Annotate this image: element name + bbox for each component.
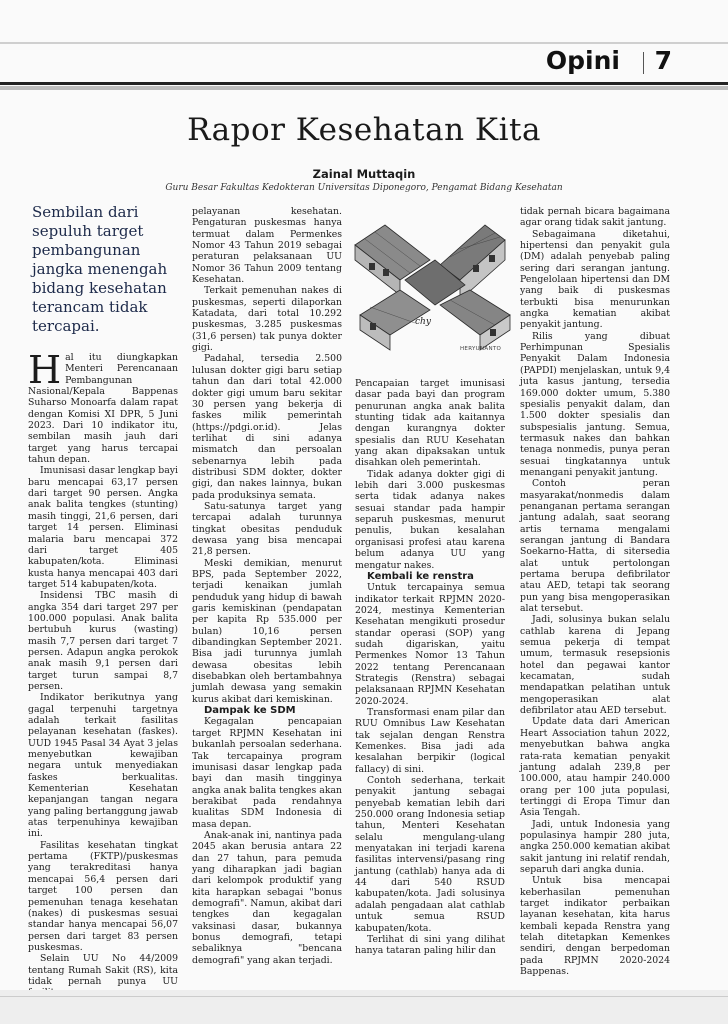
paragraph: Selain UU No 44/2009 tentang Rumah Sakit (RS), kita tidak pernah punya UU <box>28 953 178 987</box>
text-column-1 <box>28 348 178 987</box>
paragraph: Contoh sederhana, terkait penyakit jantung sebagai penyebab kematian lebih dari 250.000 orang Indonesia setiap tahun, Menteri Kesehatan selalu mengulang-ulang menyatakan ini terjadi karena fasilitas intervensi/pasang ring jantung (cathlab) hanya ada di 44 dari 540 RSUD kabupaten/kota. Jadi solusinya adalah pengadaan alat cathlab untuk semua RSUD kabupaten/kota. <box>355 775 505 934</box>
paragraph: Hal itu diungkapkan Menteri Perencanaan Pembangunan Nasional/Kepala Bappenas Suharso Monoarfa dalam rapat dengan Komisi XI DPR, 5 Juni 2023. Dari 10 indikator itu, sembilan masih jauh dari target yang harus tercapai tahun depan. <box>28 348 178 466</box>
paragraph: Imunisasi dasar lengkap bayi baru mencapai 63,17 persen dari target 90 persen. Angka anak balita tengkes (stunting) masih tinggi, 21,6 persen, dari target 14 persen. Eliminasi malaria baru mencapai 372 dari target 405 kabupaten/kota. Eliminasi kusta hanya mencapai 403 dari target 514 kabupaten/kota. <box>28 465 178 590</box>
drop-cap: H <box>28 348 62 392</box>
header-rule-grey <box>0 86 728 90</box>
paragraph: Jadi, untuk Indonesia yang populasinya hampir 280 juta, angka 250.000 kematian akibat sakit jantung ini relatif rendah, separuh dari angka dunia. <box>520 818 670 875</box>
paragraph: Kegagalan pencapaian target RPJMN Kesehatan ini bukanlah persoalan sederhana. Tak tercapainya program imunisasi dasar lengkap pada bayi dan masih tingginya angka anak balita tengkes akan berakibat pada rendahnya kualitas SDM Indonesia di masa depan. <box>192 716 342 830</box>
subheading-dampak: Dampak ke SDM <box>204 705 296 717</box>
header-divider <box>643 52 644 74</box>
paragraph: Rilis yang dibuat Perhimpunan Spesialis Penyakit Dalam Indonesia (PAPDI) menjelaskan, untuk 9,4 juta kasus jantung, tersedia 169.000 dokter umum, 5.380 spesialis penyakit dalam, dan 1.500 dokter spesialis dan subspesialis jantung. Semua, termasuk nakes dan bahkan tenaga nonmedis, punya peran sesuai tingkatannya untuk menangani penyakit jantung. <box>520 330 670 478</box>
author-name: Zainal Muttaqin <box>312 167 416 181</box>
paragraph: pelayanan kesehatan. Pengaturan puskesmas hanya termuat dalam Permenkes Nomor 43 Tahun 2019 sebagai peraturan pelaksanaan UU Nomor 36 Tahun 2009 tentang Kesehatan. <box>192 206 342 286</box>
paragraph: Sebagaimana diketahui, hipertensi dan penyakit gula (DM) adalah penyebab paling sering dari serangan jantung. Pengelolaan hipertensi dan DM yang baik di puskesmas terbukti bisa menurunkan angka kematian akibat penyakit jantung. <box>520 228 670 331</box>
paragraph: Transformasi enam pilar dan RUU Omnibus Law Kesehatan tak sejalan dengan Renstra Kemenkes. Bisa jadi ada kesalahan berpikir (logical fallacy) di sini. <box>355 706 505 775</box>
subheading-renstra: Kembali ke renstra <box>367 570 474 582</box>
paragraph: Anak-anak ini, nantinya pada 2045 akan berusia antara 22 dan 27 tahun, para pemuda yang diharapkan jadi bagian dari kelompok produktif yang kita harapkan sebagai "bonus demografi". Namun, akibat dari tengkes dan kegagalan vaksinasi dasar, bukannya bonus demografi, tetapi sebaliknya "bencana demografi" yang akan terjadi. <box>192 829 342 966</box>
paragraph: Padahal, tersedia 2.500 lulusan dokter gigi baru setiap tahun dan dari total 42.000 dokter gigi umum baru sekitar 30 persen yang bekerja di faskes milik pemerintah (https://pdgi.or.id). Jelas terlihat di sini adanya mismatch dan persoalan sebenarnya lebih pada distribusi SDM dokter, dokter gigi, dan nakes lainnya, bukan pada produksinya semata. <box>192 353 342 501</box>
paragraph: Untuk tercapainya semua indikator terkait RPJMN 2020-2024, mestinya Kementerian Kesehatan mengikuti prosedur standar operasi (SOP) yang sudah digariskan, yaitu Permenkes Nomor 13 Tahun 2022 tentang Perencanaan Strategis (Renstra) sebagai pelaksanaan RPJMN Kesehatan 2020-2024. <box>355 582 505 707</box>
paragraph: tidak pernah bicara bagaimana agar orang tidak sakit jantung. <box>520 206 670 229</box>
paragraph: Contoh peran masyarakat/nonmedis dalam penanganan pertama serangan jantung adalah, saat seorang artis ternama mengalami serangan jantung di Bandara Soekarno-Hatta, di sitersedia alat untuk pertolongan pertama berupa defibrilator atau AED, tetapi tak seorang pun yang bisa mengoperasikan alat tersebut. <box>520 478 670 615</box>
paragraph: Pencapaian target imunisasi dasar pada bayi dan program penurunan angka anak balita stunting tidak ada kaitannya dengan kurangnya dokter spesialis dan RUU Kesehatan yang akan dipaksakan untuk disahkan oleh pemerintah. <box>355 378 505 469</box>
pull-quote: Sembilan dari sepuluh target pembangunan jangka menengah bidang kesehatan terancam tidak tercapai. <box>32 203 168 335</box>
paragraph: Fasilitas kesehatan tingkat pertama (FKTP)/puskesmas yang terakreditasi hanya mencapai 56,4 persen dari target 100 persen dan pemenuhan tenaga kesehatan (nakes) di puskesmas sesuai standar hanya mencapai 56,07 persen dari target 83 persen puskesmas. <box>28 839 178 953</box>
paragraph: Tidak adanya dokter gigi di lebih dari 3.000 puskesmas serta tidak adanya nakes sesuai standar pada hampir separuh puskesmas, menurut penulis, bukan kesalahan organisasi profesi atau karena belum adanya UU yang mengatur nakes. <box>355 468 505 571</box>
illustration-credit: HERYUNANTO <box>460 346 502 352</box>
text-column-3 <box>355 378 505 982</box>
paragraph: Update data dari American Heart Association tahun 2022, menyebutkan bahwa angka rata-rata kematian penyakit jantung adalah 239,8 per 100.000, atau hampir 240.000 orang per 100 juta populasi, tertinggi di Eropa Timur dan Asia Tengah. <box>520 716 670 819</box>
paragraph: Insidensi TBC masih di angka 354 dari target 297 per 100.000 populasi. Anak balita bertubuh kurus (wasting) masih 7,7 persen dari target 7 persen. Adapun angka perokok anak masih 9,1 persen dari target turun sampai 8,7 persen. <box>28 590 178 692</box>
paragraph: Terlihat di sini yang dilihat hanya tataran paling hilir dan <box>355 933 505 957</box>
paragraph: Jadi, solusinya bukan selalu cathlab karena di Jepang semua pekerja di tempat umum, termasuk resepsionis hotel dan pegawai kantor kecamatan, sudah mendapatkan pelatihan untuk mengoperasikan alat defibrilator atau AED tersebut. <box>520 614 670 717</box>
text-column-2 <box>192 206 342 982</box>
page-number: 7 <box>654 46 672 75</box>
article-title: Rapor Kesehatan Kita <box>187 112 541 148</box>
paragraph: Terkait pemenuhan nakes di puskesmas, seperti dilaporkan Katadata, dari total 10.292 puskesmas, 3.285 puskesmas (31,6 persen) tak punya dokter gigi. <box>192 285 342 354</box>
illustration-signature: chy <box>415 317 431 327</box>
text-column-4 <box>520 206 670 982</box>
paragraph: Indikator berikutnya yang gagal terpenuhi targetnya adalah terkait fasilitas pelayanan kesehatan (faskes). UUD 1945 Pasal 34 Ayat 3 jelas menyebutkan kewajiban negara untuk menyediakan faskes berkualitas. Kementerian Kesehatan kepanjangan tangan negara yang paling bertanggung jawab atas terpenuhinya kewajiban ini. <box>28 692 178 840</box>
section-name: Opini <box>545 46 620 75</box>
page-footer-line <box>0 996 728 997</box>
author-credentials: Guru Besar Fakultas Kedokteran Universitas Diponegoro, Pengamat Bidang Kesehatan <box>165 183 563 193</box>
page-header <box>0 40 728 84</box>
illustration-cross-houses <box>345 205 515 355</box>
header-rule <box>0 82 728 85</box>
paragraph: Meski demikian, menurut BPS, pada September 2022, terjadi kenaikan jumlah penduduk yang hidup di bawah garis kemiskinan (pendapatan per kapita Rp 535.000 per bulan) 10,16 persen dibandingkan September 2021. Bisa jadi turunnya jumlah dewasa obesitas lebih disebabkan oleh bertambahnya jumlah dewasa yang semakin kurus akibat dari kemiskinan. <box>192 557 342 705</box>
paragraph: Untuk bisa mencapai keberhasilan pemenuhan target indikator perbaikan layanan kesehatan, kita harus kembali kepada Renstra yang telah ditetapkan Kemenkes sendiri, dengan berpedoman pada RPJMN 2020-2024 Bappenas. <box>520 875 670 978</box>
houses-cross-drawing <box>345 205 515 355</box>
paragraph: Satu-satunya target yang tercapai adalah turunnya tingkat obesitas penduduk dewasa yang bisa mencapai 21,8 persen. <box>192 500 342 558</box>
